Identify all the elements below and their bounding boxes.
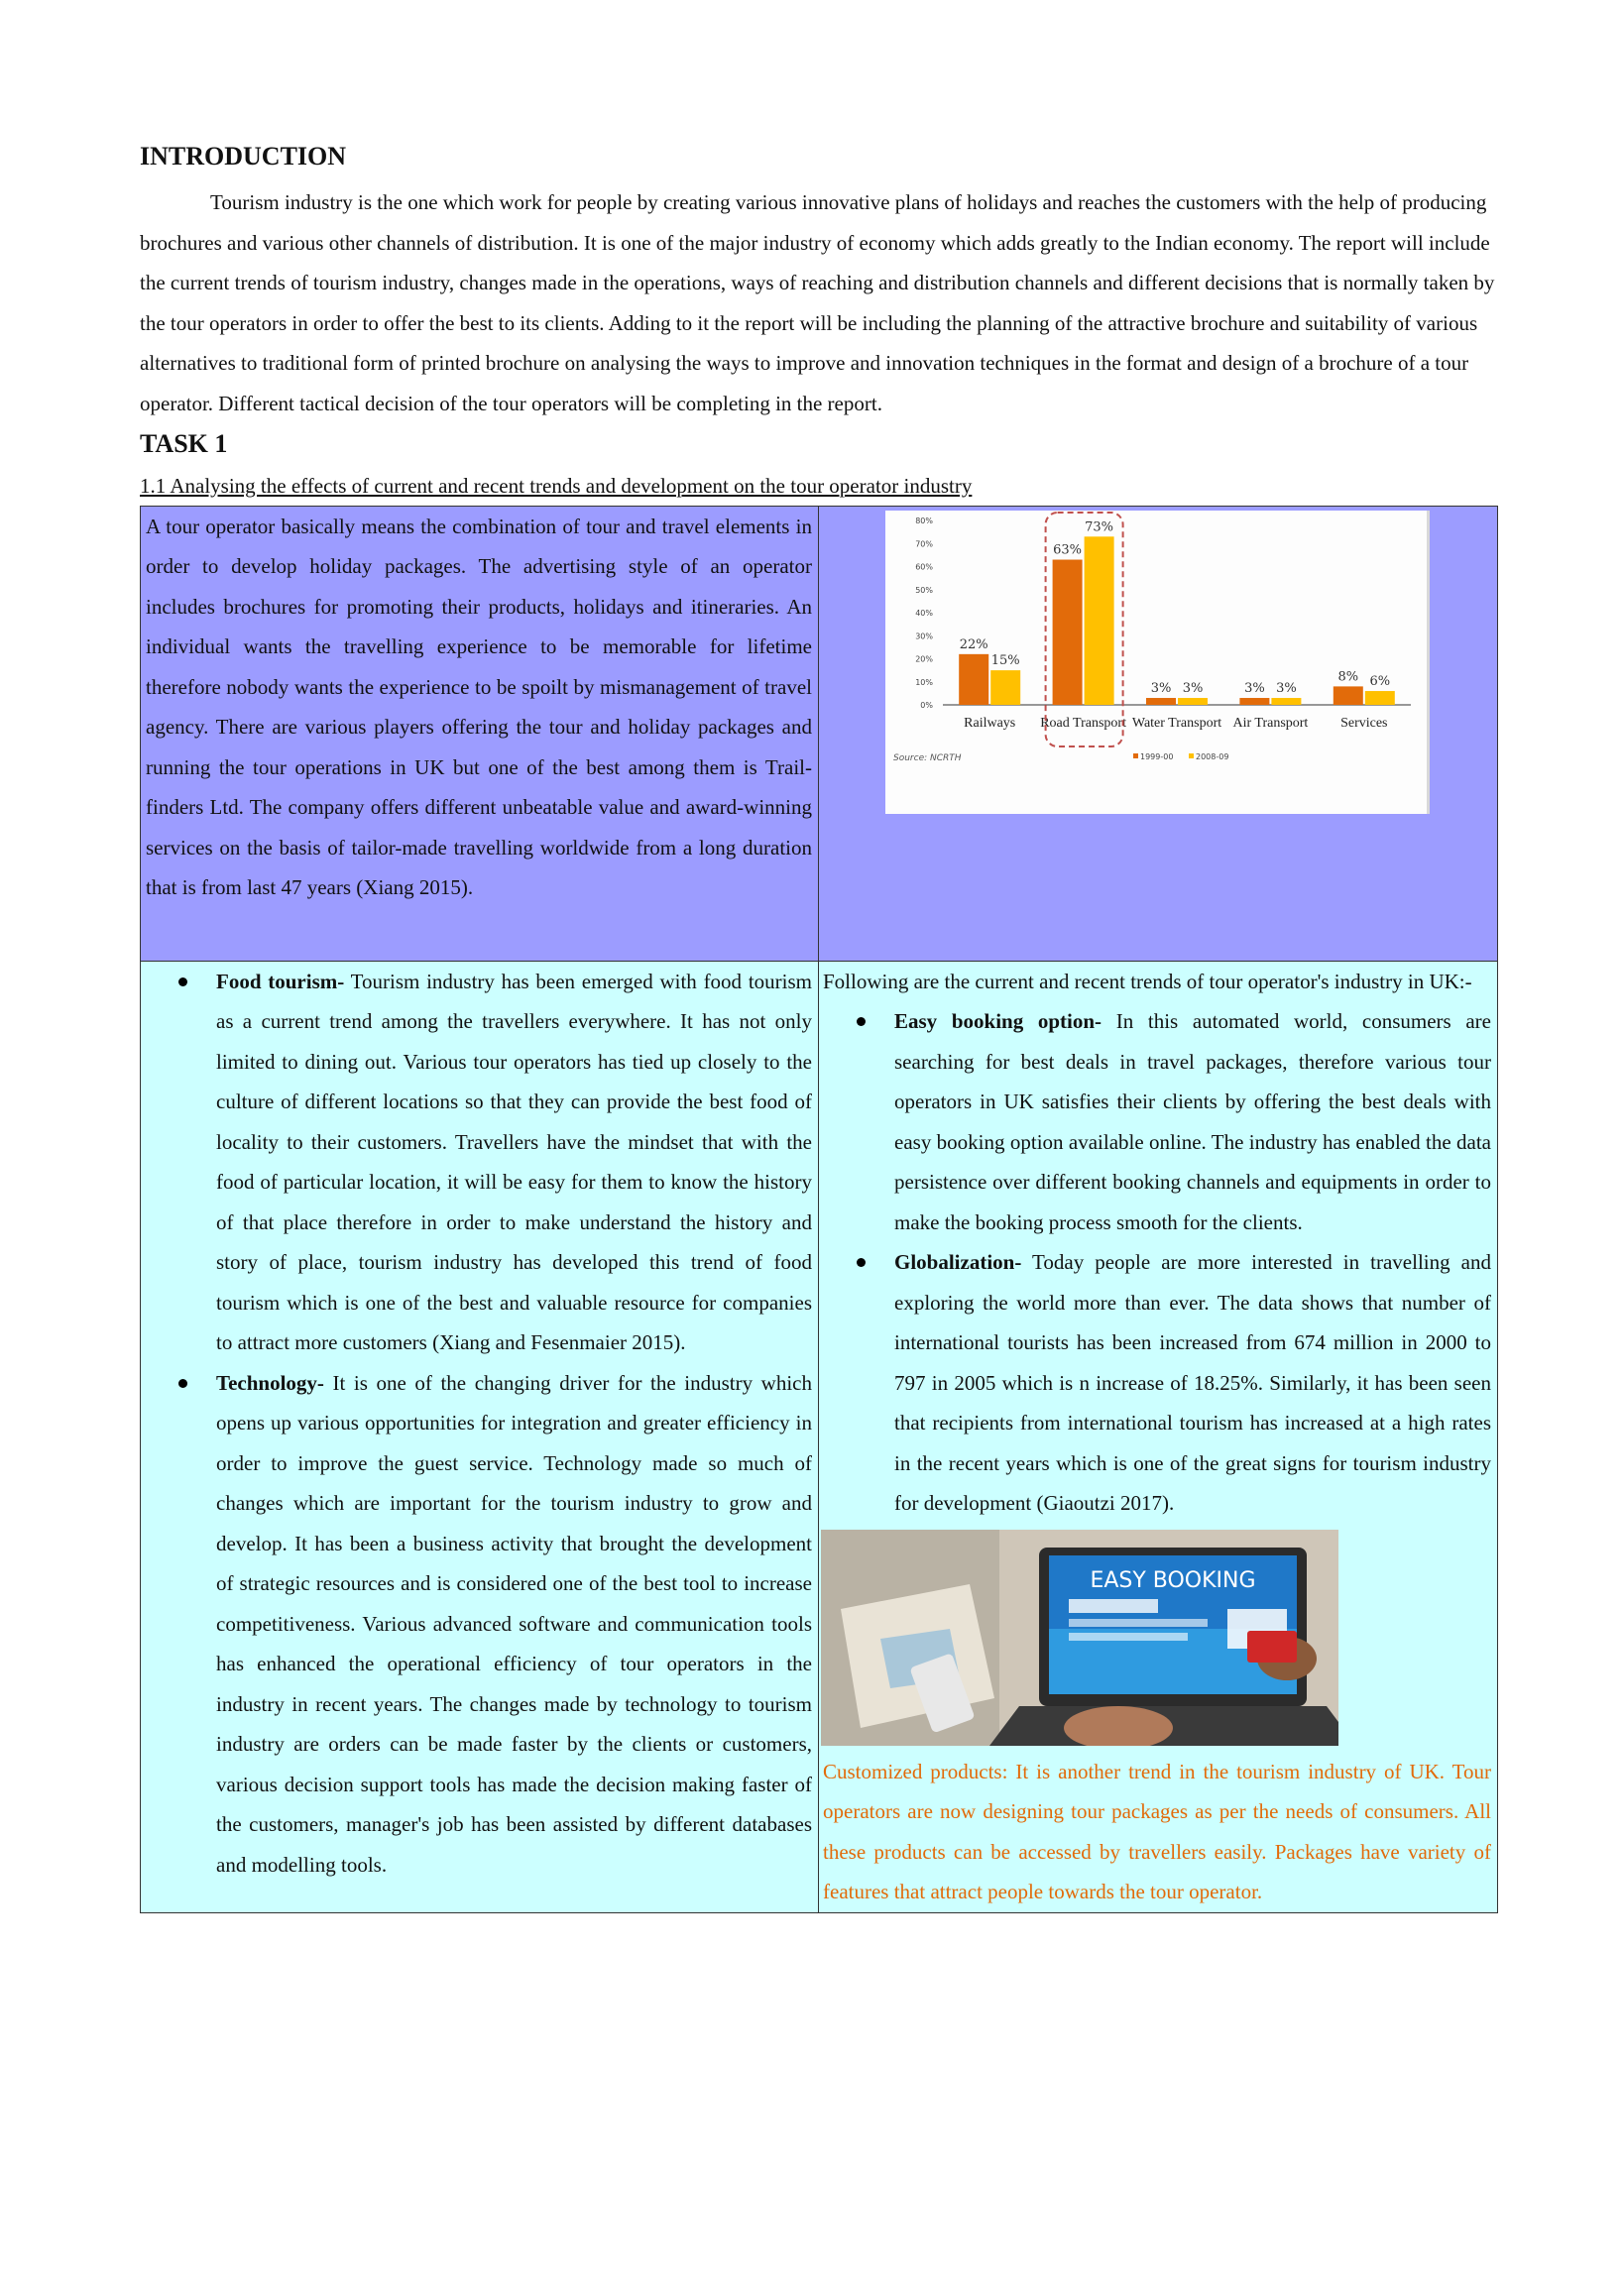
bullet-text: It is one of the changing driver for the industry which opens up various opportunities for integration and greater efficiency in order to improve the guest service. Technology made so much of changes which are important for the tourism industry to grow and develop. It has been a business activity that brought the development of strategic resources and is considered one of the best tool to increase competitiveness. Various advanced software and communication tools has enhanced the operational efficiency of tour operators in the industry in recent years. The changes made by technology to tourism industry are orders can be made faster by the clients or customers, various decision support tools has made the decision making faster of the customers, manager's job has been assisted by different databases and modelling tools.	[216, 1370, 812, 1877]
data-label: 3%	[1244, 680, 1265, 696]
easy-booking-item	[894, 1001, 1491, 1242]
bullet-title: Food tourism-	[216, 969, 345, 993]
y-tick-label: 80%	[915, 516, 933, 525]
data-label: 3%	[1276, 680, 1297, 696]
task-heading: TASK 1	[140, 428, 228, 458]
globalization-item	[894, 1242, 1491, 1524]
bar-1999-00	[959, 653, 988, 704]
introduction-paragraph: Tourism industry is the one which work for people by creating various innovative plans of holidays and reaches the customers with the help of producing brochures and various other channels of distribution. It is one of the major industry of economy which adds greatly to the Indian economy. The report will include the current trends of tourism industry, changes made in the operations, ways of reaching and distribution channels and different decisions that is normally taken by the tour operators in order to offer the best to its clients. Adding to it the report will be including the planning of the attractive brochure and suitability of various alternatives to traditional form of printed brochure on analysing the ways to improve and innovation techniques in the format and design of a brochure of a tour operator. Different tactical decision of the tour operators will be completing in the report.	[140, 190, 1495, 415]
y-tick-label: 70%	[915, 538, 933, 548]
chart-source: Source: NCRTH	[893, 752, 962, 763]
laptop-booking-illustration	[821, 1530, 1338, 1746]
y-tick-label: 30%	[915, 631, 933, 640]
bar-2008-09	[990, 670, 1020, 705]
right-trends-cell	[819, 961, 1498, 1912]
food-tourism-item	[216, 962, 812, 1363]
left-bullet-list	[141, 962, 818, 1886]
left-trends-cell	[141, 961, 819, 1912]
bullet-text: In this automated world, consumers are searching for best deals in travel packages, therefore various tour operators in UK satisfies their clients by offering the best deals with easy booking option available online. The industry has enabled the data persistence over different booking channels and equipments in order to make the booking process smooth for the clients.	[894, 1009, 1491, 1234]
category-label: Services	[1340, 715, 1388, 731]
y-tick-label: 50%	[915, 585, 933, 595]
bullet-title: Globalization-	[894, 1250, 1022, 1275]
y-tick-label: 10%	[915, 677, 933, 687]
y-tick-label: 40%	[915, 608, 933, 618]
data-label: 8%	[1337, 668, 1359, 684]
customized-products-text: Customized products: It is another trend in the tourism industry of UK. Tour operators are now designing tour packages as per the needs of consumers. All these products can be accessed by travellers easily. Packages have variety of features that attract people towards the tour operator.	[823, 1759, 1491, 1904]
technology-item	[216, 1363, 812, 1886]
data-label: 63%	[1053, 542, 1083, 558]
tour-operator-cell	[141, 506, 819, 961]
y-tick-label: 60%	[915, 562, 933, 572]
category-label: Railways	[964, 715, 1016, 731]
y-tick-label: 0%	[920, 700, 933, 710]
category-label: Road Transport	[1040, 715, 1126, 731]
bullet-title: Easy booking option-	[894, 1009, 1102, 1034]
bar-2008-09	[1178, 698, 1208, 705]
bullet-title: Technology-	[216, 1370, 324, 1395]
easy-booking-photo	[821, 1530, 1338, 1746]
introduction-heading: INTRODUCTION	[140, 142, 347, 171]
legend-swatch	[1189, 753, 1194, 758]
bar-1999-00	[1334, 686, 1363, 705]
right-bullet-list	[819, 1001, 1497, 1524]
bar-1999-00	[1239, 698, 1269, 705]
bar-1999-00	[1053, 559, 1083, 704]
tour-operator-text: A tour operator basically means the combination of tour and travel elements in order to develop holiday packages. The advertising style of an operator includes brochures for promoting their products, holidays and itineraries. An individual wants the travelling experience to be memorable for lifetime therefore nobody wants the experience to be spoilt by mismanagement of travel agency. There are various players offering the tour and holiday packages and running the tour operations in UK but one of the best among them is Trail-finders Ltd. The company offers different unbeatable value and award-winning services on the basis of tailor-made travelling worldwide from a long duration that is from last 47 years (Xiang 2015).	[146, 514, 812, 900]
trends-intro: Following are the current and recent trends of tour operator's industry in UK:-	[823, 969, 1472, 993]
bar-2008-09	[1085, 536, 1114, 705]
transport-chart	[885, 511, 1430, 814]
data-label: 22%	[959, 636, 988, 652]
bullet-text: Today people are more interested in travelling and exploring the world more than ever. The data shows that number of international tourists has been increased from 674 million in 2000 to 797 in 2005 which is n increase of 18.25%. Similarly, it has been seen that recipients from international tourism has increased at a high rates in the recent years which is one of the great signs for tourism industry for development (Giaoutzi 2017).	[894, 1250, 1491, 1516]
legend-swatch	[1133, 753, 1138, 758]
legend-label: 2008-09	[1196, 751, 1229, 761]
category-label: Air Transport	[1232, 715, 1309, 731]
bar-chart-svg	[885, 511, 1427, 814]
photo-caption: EASY BOOKING	[1090, 1567, 1256, 1593]
data-label: 3%	[1150, 680, 1172, 696]
document-page	[140, 137, 1495, 1913]
trends-table	[140, 506, 1498, 1913]
bar-1999-00	[1146, 698, 1176, 705]
data-label: 73%	[1085, 518, 1114, 534]
table-row	[141, 506, 1498, 961]
chart-cell	[819, 506, 1498, 961]
bar-2008-09	[1365, 691, 1395, 705]
bullet-text: Tourism industry has been emerged with food tourism as a current trend among the travellers everywhere. It has not only limited to dining out. Various tour operators has tied up closely to the culture of different locations so that they can provide the best food of locality to their customers. Travellers have the mindset that with the food of particular location, it will be easy for them to know the history of that place therefore in order to make understand the history and story of place, tourism industry has developed this trend of food tourism which is one of the best and valuable resource for companies to attract more customers (Xiang and Fesenmaier 2015).	[216, 969, 812, 1355]
legend-label: 1999-00	[1140, 751, 1174, 761]
data-label: 6%	[1369, 673, 1391, 689]
bar-2008-09	[1271, 698, 1301, 705]
task-subheading: 1.1 Analysing the effects of current and recent trends and development on the tour operator industry	[140, 473, 973, 498]
data-label: 3%	[1182, 680, 1204, 696]
data-label: 15%	[990, 652, 1020, 668]
y-tick-label: 20%	[915, 654, 933, 664]
table-row	[141, 961, 1498, 1912]
category-label: Water Transport	[1131, 715, 1222, 731]
